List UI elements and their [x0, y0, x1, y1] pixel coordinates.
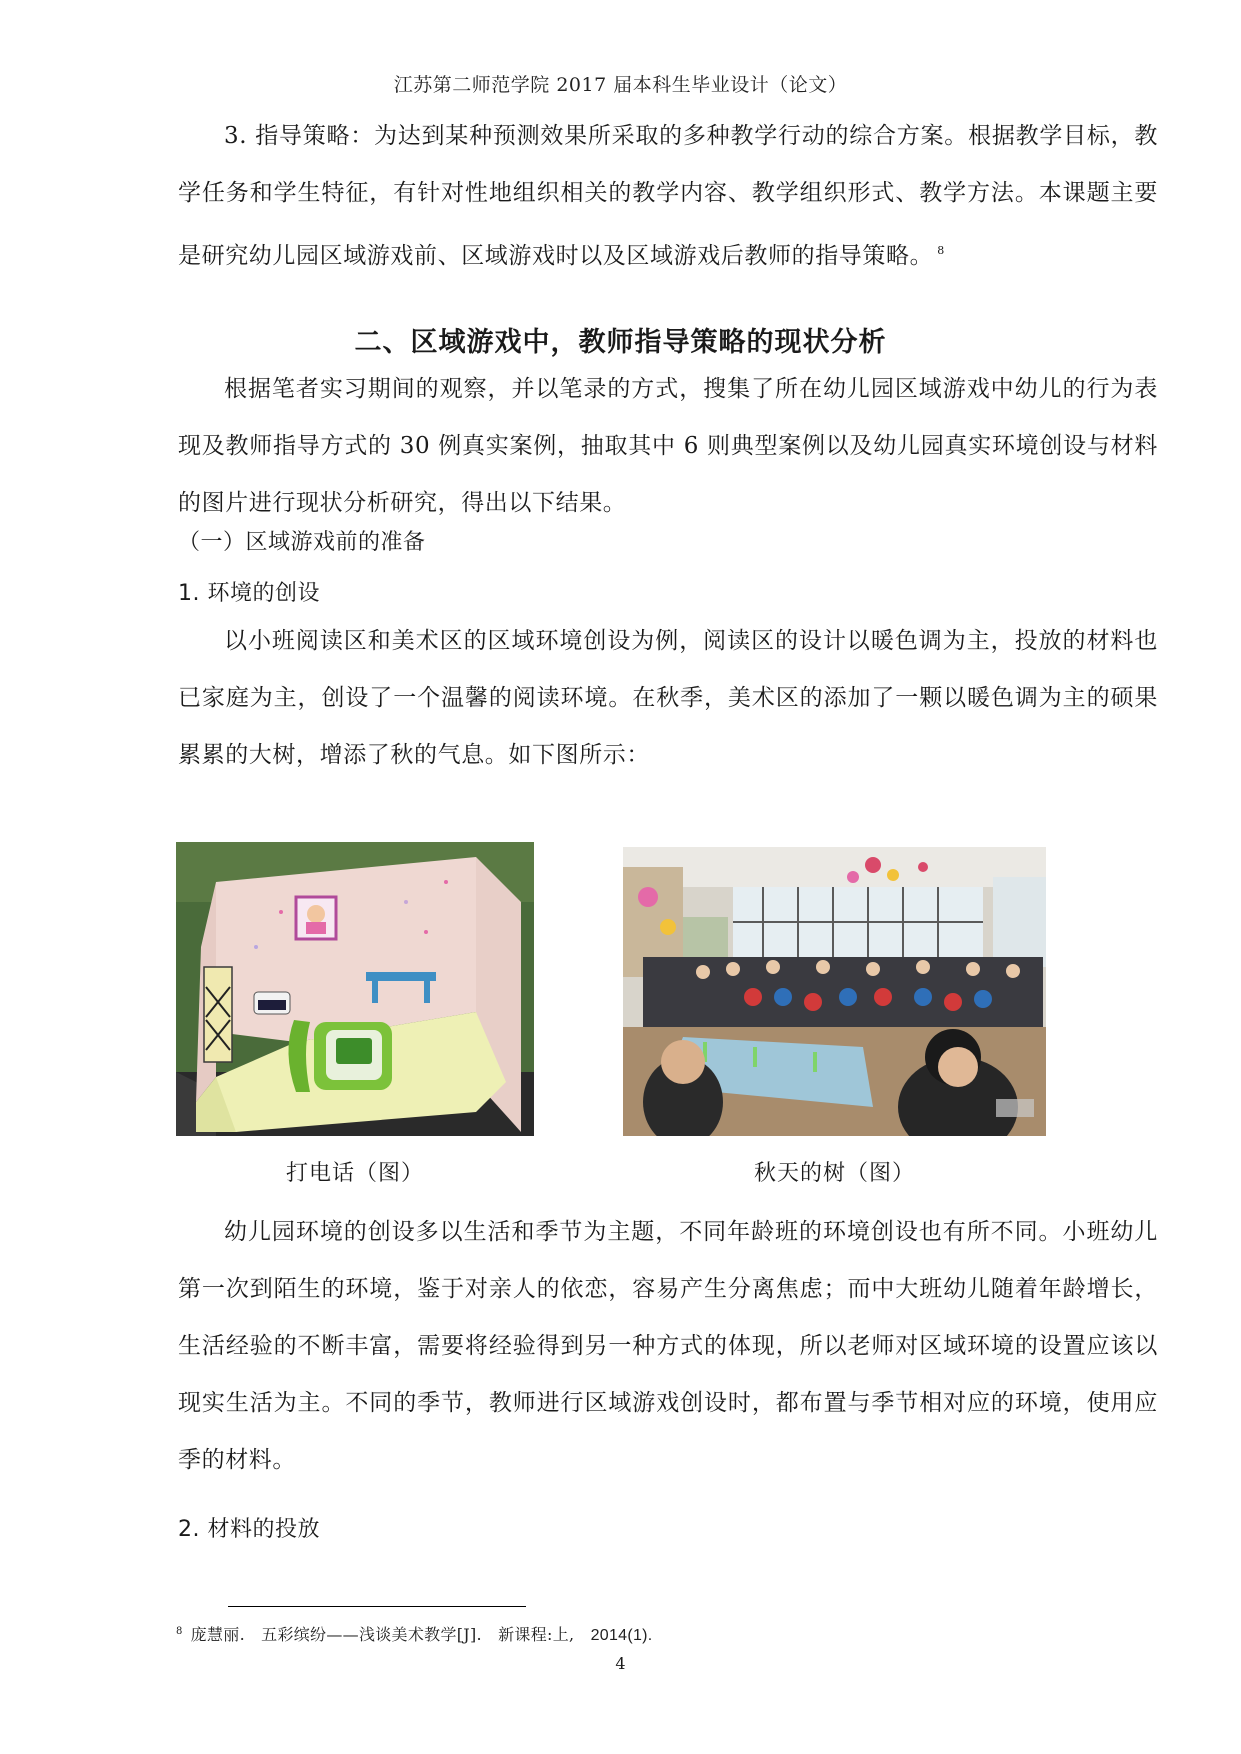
caption-phone-figure: 打电话（图）	[285, 1161, 424, 1186]
running-header: 江苏第二师范学院 2017 届本科生毕业设计（论文）	[393, 74, 848, 96]
footnote-title: 五彩缤纷——浅谈美术教学[J].	[261, 1625, 482, 1644]
footnote-author: 庞慧丽.	[190, 1625, 245, 1644]
section-title: 二、区域游戏中，教师指导策略的现状分析	[354, 327, 887, 358]
paragraph-text: 3. 指导策略：为达到某种预测效果所采取的多种教学行动的综合方案。根据教学目标，教学任务和学生特征，有针对性地组织相关的教学内容、教学组织形式、教学方法。本课题主要是研究幼儿园区域游戏前、区域游戏时以及区域游戏后教师的指导策略。	[178, 123, 1158, 269]
point-heading-materials: 2. 材料的投放	[178, 1517, 320, 1542]
footnote-year: 2014(1).	[590, 1627, 653, 1644]
point-heading-environment: 1. 环境的创设	[178, 581, 320, 606]
phone-corner-illustration	[176, 842, 534, 1136]
paragraph-environment-analysis: 幼儿园环境的创设多以生活和季节为主题，不同年龄班的环境创设也有所不同。小班幼儿第一次到陌生的环境，鉴于对亲人的依恋，容易产生分离焦虑；而中大班幼儿随着年龄增长，生活经验的不断丰富，需要将经验得到另一种方式的体现，所以老师对区域环境的设置应该以现实生活为主。不同的季节，教师进行区域游戏创设时，都布置与季节相对应的环境，使用应季的材料。	[178, 1219, 1158, 1473]
photo-phone-corner	[176, 842, 534, 1136]
footnote-reference: 8	[937, 244, 945, 257]
footnote-separator	[228, 1606, 526, 1607]
footnote	[176, 1622, 653, 1645]
subsection-heading: （一）区域游戏前的准备	[178, 530, 426, 555]
paragraph-environment-example: 以小班阅读区和美术区的区域环境创设为例，阅读区的设计以暖色调为主，投放的材料也已家庭为主，创设了一个温馨的阅读环境。在秋季，美术区的添加了一颗以暖色调为主的硕果累累的大树，增添了秋的气息。如下图所示：	[178, 628, 1158, 768]
classroom-illustration	[623, 847, 1046, 1136]
caption-autumn-tree-figure: 秋天的树（图）	[753, 1161, 915, 1186]
section-intro-paragraph: 根据笔者实习期间的观察，并以笔录的方式，搜集了所在幼儿园区域游戏中幼儿的行为表现及教师指导方式的 30 例真实案例，抽取其中 6 则典型案例以及幼儿园真实环境创设与材料的图片进行现状分析研究，得出以下结果。	[178, 376, 1158, 516]
page-number: 4	[615, 1654, 626, 1673]
footnote-mark: 8	[176, 1626, 183, 1637]
paragraph-guidance-strategy	[178, 108, 1158, 285]
photo-autumn-tree-classroom	[623, 847, 1046, 1136]
footnote-source: 新课程:上,	[498, 1625, 575, 1644]
